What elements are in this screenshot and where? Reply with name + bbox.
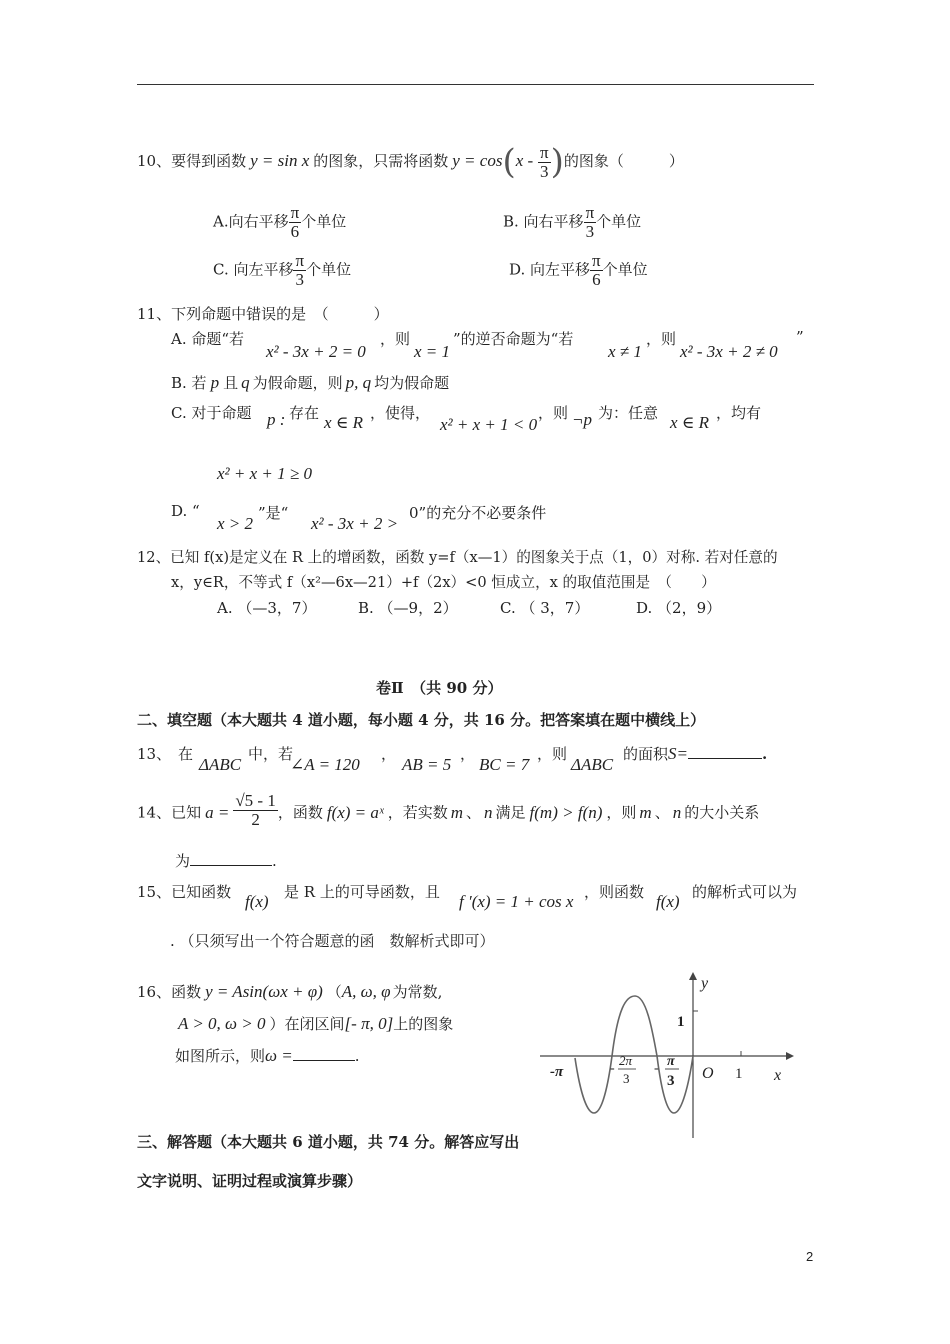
q16-answer-blank[interactable] (293, 1060, 355, 1061)
q12-option-b: B. （—9，2） (358, 599, 458, 617)
q13-formula4: BC = 7 (479, 755, 530, 774)
graph-x-one-label: 1 (735, 1066, 743, 1082)
q14-answer-blank[interactable] (190, 865, 272, 866)
q11-option-c-text3: ，使得， (370, 404, 431, 422)
q11-option-d-text1: D. “ (171, 502, 200, 520)
q11-option-a-formula2: x = 1 (414, 342, 451, 361)
graph-neg-pi-label: -π (550, 1064, 564, 1080)
q13-text6: 的面积S= . (623, 744, 768, 763)
q11-option-a-text3: ”的逆否命题为“若 (453, 330, 574, 348)
q11-option-c-text5: 为：任意 (598, 404, 659, 422)
graph-2pi-den: 3 (623, 1071, 630, 1086)
q16-line2: A > 0, ω > 0 ）在闭区间[- π, 0]上的图象 (178, 1014, 454, 1033)
graph-pi-num: π (667, 1054, 675, 1069)
q13-text5: ，则 (537, 745, 568, 763)
q15-text3: ，则函数 (584, 883, 645, 901)
q10-option-d-frac: $\frac{\pi}{6}$ (592, 251, 601, 289)
q10-end-text: 的图象（ ） (563, 152, 684, 170)
q10-formula-arg: x - (515, 151, 534, 170)
q10-mid-text: 的图象，只需将函数 (313, 152, 449, 170)
graph-minus-pi3: - (654, 1061, 659, 1076)
q10-option-d: D. 向左平移 $\frac{\pi}{6}$ 个单位 (509, 251, 648, 289)
q10-option-c-frac: $\frac{\pi}{3}$ (295, 251, 305, 289)
q11-option-a-text2: ，则 (380, 330, 411, 348)
q15-text4: 的解析式可以为 (692, 883, 798, 901)
graph-y-one-label: 1 (677, 1014, 685, 1030)
section2-title: 卷Ⅱ （共 90 分） (376, 679, 503, 697)
q13-text2: 中，若 (248, 745, 294, 763)
q11-option-d-formula2: x² - 3x + 2 > (311, 514, 399, 533)
q11-stem: 11、下列命题中错误的是 （ ） (137, 305, 389, 323)
q13-text4: ， (460, 745, 476, 763)
q11-option-d-formula1: x > 2 (217, 514, 254, 533)
q10-formula-cos: y = cos (452, 151, 503, 170)
q10-option-a-frac: $\frac{\pi}{6}$ (290, 203, 300, 241)
graph-pi-den: 3 (667, 1073, 675, 1089)
graph-y-label: y (701, 975, 709, 992)
q10-option-b: B. 向右平移 $\frac{\pi}{3}$ 个单位 (503, 203, 642, 241)
q10-paren-right: ) (550, 142, 564, 182)
graph-x-arrow (786, 1052, 794, 1060)
q10-option-c: C. 向左平移 $\frac{\pi}{3}$ 个单位 (213, 251, 352, 289)
q11-option-c-text2: 存在 (289, 404, 320, 422)
q12-option-a: A. （—3，7） (217, 599, 317, 617)
q11-option-a-text4: ，则 (646, 330, 677, 348)
graph-x-label: x (774, 1067, 782, 1084)
q13-formula2: ∠A = 120 (290, 755, 360, 774)
graph-y-arrow (689, 972, 697, 980)
q13-text1: 在 (178, 745, 194, 763)
q10-option-b-frac: $\frac{\pi}{3}$ (585, 203, 595, 241)
q13-answer-blank[interactable] (688, 758, 762, 759)
q11-option-a-text5: ” (796, 328, 804, 346)
q10-option-a: A.向右平移 $\frac{\pi}{6}$ 个单位 (213, 203, 347, 241)
q15-line2: . （只须写出一个符合题意的函 数解析式即可） (170, 932, 495, 950)
q12-option-c: C. （ 3，7） (500, 599, 590, 617)
q16-line1: 16、函数 y = Asin(ωx + φ) （A, ω, φ 为常数, (137, 982, 443, 1001)
q11-option-d-text2: ”是“ (258, 504, 289, 522)
q15-text2: 是 R 上的可导函数，且 (284, 883, 440, 901)
q11-option-a-text1: A. 命题“若 (171, 330, 245, 348)
q12-line2: x，y∈R，不等式 f（x²—6x—21）+f（2x）<0 恒成立，x 的取值范围是 （ ） (171, 574, 716, 591)
q11-option-c-notp: ¬p (572, 410, 592, 429)
q11-option-c-formula4: x² + x + 1 ≥ 0 (217, 464, 312, 483)
q16-graph (536, 968, 806, 1143)
q12-line1: 12、已知 f(x)是定义在 R 上的增函数，函数 y=f（x—1）的图象关于点（1，0）对称. 若对任意的 (137, 549, 778, 566)
header-rule (137, 84, 814, 85)
graph-2pi-num: 2π (619, 1053, 633, 1068)
q10-stem (137, 142, 684, 182)
q15-formula2: f ′(x) = 1 + cos x (459, 892, 574, 911)
graph-curve (575, 996, 693, 1113)
q13-formula3: AB = 5 (402, 755, 452, 774)
q15-formula1: f(x) (245, 892, 269, 911)
q11-option-c-text4: ，则 (538, 404, 569, 422)
q11-option-a-formula3: x ≠ 1 (608, 342, 642, 361)
q11-option-b: B. 若 p 且 q 为假命题，则 p, q 均为假命题 (171, 373, 450, 392)
page-number: 2 (806, 1249, 814, 1264)
q13-formula5: ΔABC (571, 755, 614, 774)
q11-option-c-text6: ，均有 (716, 404, 762, 422)
q15-formula3: f(x) (656, 892, 680, 911)
q10-paren-left: ( (502, 142, 516, 182)
q11-option-a-formula1: x² - 3x + 2 = 0 (266, 342, 366, 361)
q10-frac-pi3: $\frac{\pi}{3}$ (539, 142, 549, 181)
q11-option-c-formula3: x ∈ R (670, 413, 710, 432)
q11-option-d-text3: 0”的充分不必要条件 (409, 504, 547, 522)
q13-text3: ， (381, 745, 397, 763)
q16-line3: 如图所示，则ω = . (175, 1046, 360, 1065)
graph-origin-label: O (702, 1065, 714, 1082)
q11-option-a-formula4: x² - 3x + 2 ≠ 0 (680, 342, 778, 361)
q14-frac: $\frac{√5 - 1}{2}$ (235, 791, 276, 829)
graph-minus-2pi3: - (610, 1061, 615, 1076)
section3-line1: 三、解答题（本大题共 6 道小题，共 74 分。解答应写出 (137, 1133, 520, 1151)
section3-line2: 文字说明、证明过程或演算步骤） (137, 1172, 363, 1190)
q11-option-c-text1: C. 对于命题 (171, 404, 252, 422)
section2-heading: 二、填空题（本大题共 4 道小题，每小题 4 分，共 16 分。把答案填在题中横线上） (137, 711, 706, 729)
q11-option-c-formula1: x ∈ R (324, 413, 364, 432)
q14-line1: 14、已知 a = $\frac{√5 - 1}{2}$ ，函数 f(x) = aˣ ，若实数 m 、 n 满足 f(m) > f(n) ，则 m 、 n 的大小关系 (137, 791, 760, 829)
q13-formula1: ΔABC (199, 755, 242, 774)
q13-num: 13、 (137, 745, 172, 763)
q15-text1: 15、已知函数 (137, 883, 232, 901)
q10-formula-sin: y = sin x (250, 151, 310, 170)
q11-option-c-formula2: x² + x + 1 < 0 (440, 415, 538, 434)
q10-stem-text: 10、要得到函数 (137, 152, 247, 170)
q14-line2: 为 . (175, 852, 277, 870)
q11-option-c-p: p : (267, 410, 286, 429)
q12-option-d: D. （2，9） (636, 599, 722, 617)
